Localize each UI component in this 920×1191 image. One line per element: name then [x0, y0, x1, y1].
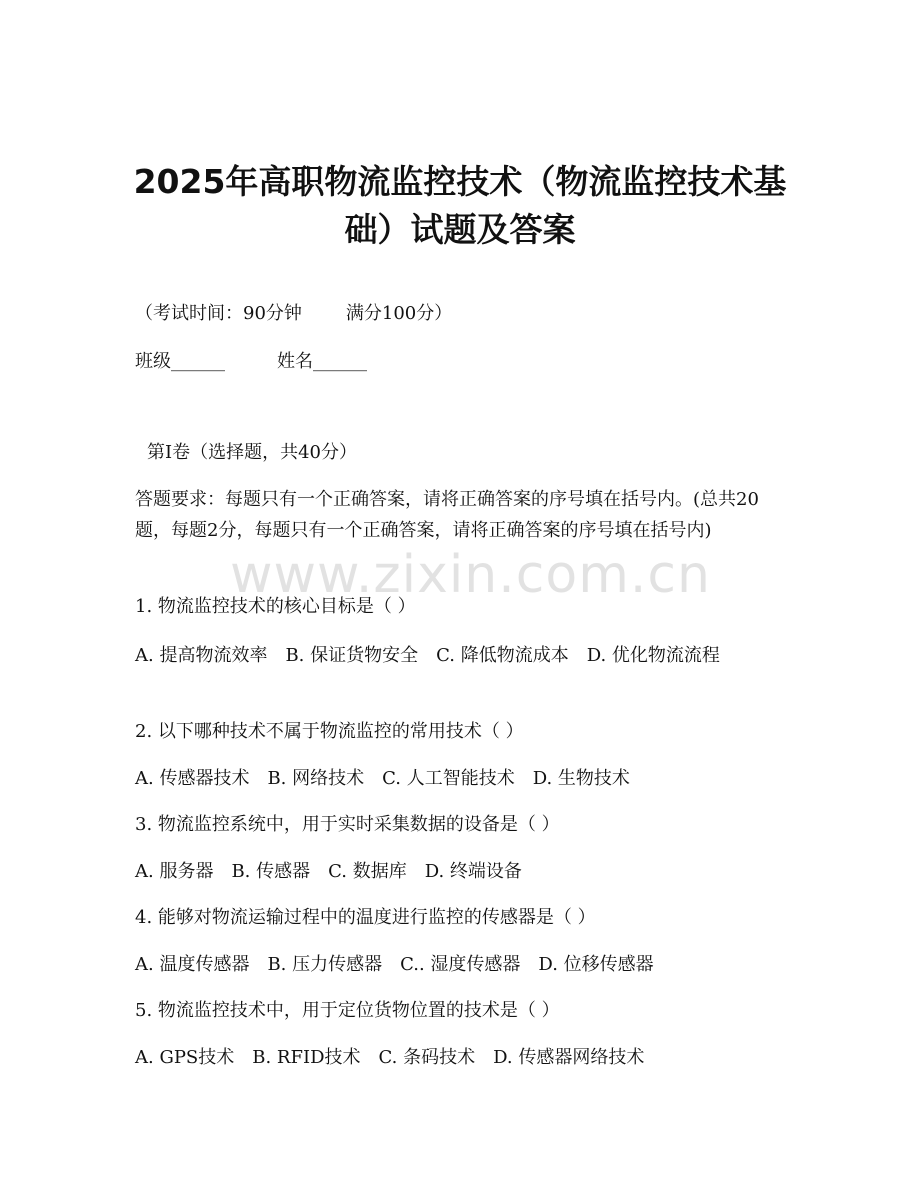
student-info	[135, 350, 367, 374]
question-stem: 1. 物流监控技术的核心目标是（ ）	[135, 596, 416, 617]
section-instructions: 答题要求：每题只有一个正确答案，请将正确答案的序号填在括号内。(总共20题，每题2分，每题只有一个正确答案，请将正确答案的序号填在括号内)	[135, 489, 759, 541]
option: C. 数据库	[328, 861, 407, 882]
option: C. 降低物流成本	[436, 645, 569, 666]
option: B. RFID技术	[252, 1047, 361, 1068]
document-title: 2025年高职物流监控技术（物流监控技术基础）试题及答案	[133, 162, 787, 249]
question-options	[135, 1046, 644, 1070]
question-stem: 5. 物流监控技术中，用于定位货物位置的技术是（ ）	[135, 1000, 560, 1021]
question-options	[135, 767, 630, 791]
question-options	[135, 640, 775, 671]
option: A. 传感器技术	[135, 768, 250, 789]
option: B. 传感器	[231, 861, 311, 882]
option: D. 生物技术	[532, 768, 630, 789]
question-stem: 2. 以下哪种技术不属于物流监控的常用技术（ ）	[135, 721, 524, 742]
option: B. 保证货物安全	[285, 645, 419, 666]
option: A. 温度传感器	[135, 954, 250, 975]
question-stem: 3. 物流监控系统中，用于实时采集数据的设备是（ ）	[135, 814, 560, 835]
class-label: 班级______	[135, 351, 225, 372]
exam-time: （考试时间：90分钟	[135, 303, 302, 324]
option: D. 终端设备	[424, 861, 522, 882]
option: A. GPS技术	[135, 1047, 235, 1068]
option: C. 条码技术	[378, 1047, 476, 1068]
option: C.. 湿度传感器	[400, 954, 521, 975]
option: D. 位移传感器	[538, 954, 654, 975]
option: D. 传感器网络技术	[493, 1047, 645, 1068]
option: A. 提高物流效率	[135, 645, 268, 666]
option: A. 服务器	[135, 861, 214, 882]
option: D. 优化物流流程	[586, 645, 720, 666]
watermark: www.zixin.com.cn	[230, 545, 711, 605]
section-heading: 第I卷（选择题，共40分）	[147, 442, 358, 463]
option: C. 人工智能技术	[382, 768, 515, 789]
question-options	[135, 953, 654, 977]
option: B. 网络技术	[267, 768, 365, 789]
exam-score: 满分100分）	[345, 303, 453, 324]
question-options	[135, 860, 522, 884]
name-label: 姓名______	[277, 351, 367, 372]
question-stem: 4. 能够对物流运输过程中的温度进行监控的传感器是（ ）	[135, 907, 596, 928]
exam-info	[135, 302, 452, 326]
option: B. 压力传感器	[267, 954, 383, 975]
